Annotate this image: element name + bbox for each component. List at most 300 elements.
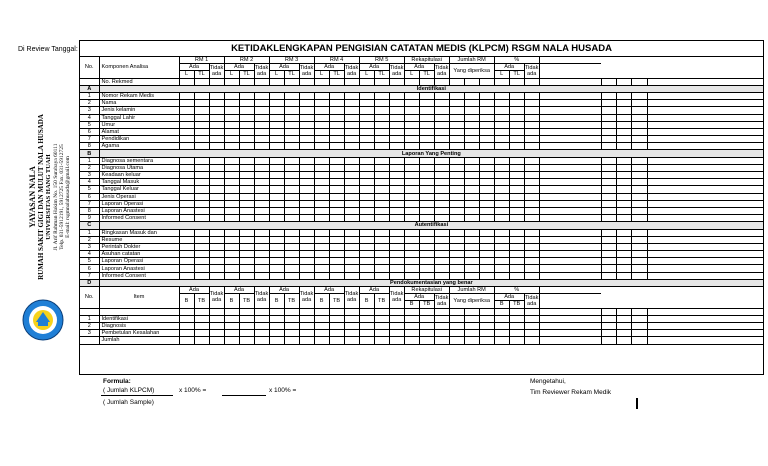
check-cell[interactable] (224, 337, 239, 344)
check-cell[interactable] (419, 107, 434, 114)
check-cell[interactable] (359, 157, 374, 164)
check-cell[interactable] (389, 265, 404, 272)
check-cell[interactable] (631, 121, 647, 128)
check-cell[interactable] (284, 258, 299, 265)
check-cell[interactable] (524, 215, 539, 222)
check-cell[interactable] (359, 100, 374, 107)
check-cell[interactable] (419, 114, 434, 121)
check-cell[interactable] (524, 207, 539, 214)
check-cell[interactable] (464, 114, 479, 121)
check-cell[interactable] (269, 172, 284, 179)
check-cell[interactable] (284, 330, 299, 337)
check-cell[interactable] (479, 243, 494, 250)
check-cell[interactable] (494, 114, 509, 121)
check-cell[interactable] (329, 272, 344, 279)
check-cell[interactable] (284, 229, 299, 236)
check-cell[interactable] (329, 179, 344, 186)
check-cell[interactable] (389, 308, 404, 315)
check-cell[interactable] (479, 78, 494, 85)
check-cell[interactable] (404, 78, 419, 85)
check-cell[interactable] (434, 128, 449, 135)
check-cell[interactable] (539, 179, 601, 186)
check-cell[interactable] (269, 229, 284, 236)
check-cell[interactable] (539, 207, 601, 214)
check-cell[interactable] (209, 92, 224, 99)
check-cell[interactable] (359, 322, 374, 329)
check-cell[interactable] (404, 243, 419, 250)
check-cell[interactable] (601, 107, 616, 114)
check-cell[interactable] (539, 272, 601, 279)
check-cell[interactable] (419, 251, 434, 258)
check-cell[interactable] (329, 265, 344, 272)
check-cell[interactable] (329, 308, 344, 315)
check-cell[interactable] (419, 272, 434, 279)
check-cell[interactable] (344, 114, 359, 121)
check-cell[interactable] (479, 136, 494, 143)
check-cell[interactable] (524, 251, 539, 258)
check-cell[interactable] (616, 308, 631, 315)
check-cell[interactable] (389, 164, 404, 171)
check-cell[interactable] (616, 229, 631, 236)
check-cell[interactable] (299, 114, 314, 121)
check-cell[interactable] (464, 308, 479, 315)
check-cell[interactable] (449, 265, 464, 272)
check-cell[interactable] (464, 164, 479, 171)
check-cell[interactable] (509, 78, 524, 85)
check-cell[interactable] (524, 200, 539, 207)
check-cell[interactable] (479, 200, 494, 207)
check-cell[interactable] (509, 243, 524, 250)
check-cell[interactable] (344, 272, 359, 279)
check-cell[interactable] (299, 186, 314, 193)
check-cell[interactable] (539, 186, 601, 193)
check-cell[interactable] (284, 78, 299, 85)
check-cell[interactable] (524, 265, 539, 272)
check-cell[interactable] (616, 322, 631, 329)
check-cell[interactable] (404, 164, 419, 171)
check-cell[interactable] (464, 186, 479, 193)
check-cell[interactable] (631, 200, 647, 207)
check-cell[interactable] (359, 136, 374, 143)
check-cell[interactable] (374, 258, 389, 265)
check-cell[interactable] (284, 157, 299, 164)
check-cell[interactable] (616, 265, 631, 272)
check-cell[interactable] (389, 179, 404, 186)
check-cell[interactable] (239, 128, 254, 135)
check-cell[interactable] (539, 114, 601, 121)
check-cell[interactable] (359, 251, 374, 258)
check-cell[interactable] (404, 265, 419, 272)
check-cell[interactable] (601, 121, 616, 128)
check-cell[interactable] (479, 172, 494, 179)
check-cell[interactable] (194, 186, 209, 193)
check-cell[interactable] (479, 157, 494, 164)
check-cell[interactable] (647, 236, 763, 243)
check-cell[interactable] (374, 157, 389, 164)
check-cell[interactable] (254, 164, 269, 171)
check-cell[interactable] (209, 265, 224, 272)
check-cell[interactable] (631, 330, 647, 337)
check-cell[interactable] (329, 243, 344, 250)
check-cell[interactable] (224, 322, 239, 329)
check-cell[interactable] (434, 258, 449, 265)
check-cell[interactable] (479, 107, 494, 114)
check-cell[interactable] (239, 143, 254, 150)
check-cell[interactable] (209, 258, 224, 265)
check-cell[interactable] (269, 136, 284, 143)
check-cell[interactable] (434, 308, 449, 315)
check-cell[interactable] (269, 207, 284, 214)
check-cell[interactable] (616, 186, 631, 193)
check-cell[interactable] (389, 337, 404, 344)
check-cell[interactable] (344, 193, 359, 200)
check-cell[interactable] (524, 114, 539, 121)
check-cell[interactable] (179, 186, 194, 193)
check-cell[interactable] (616, 157, 631, 164)
check-cell[interactable] (314, 136, 329, 143)
check-cell[interactable] (404, 136, 419, 143)
check-cell[interactable] (494, 258, 509, 265)
check-cell[interactable] (404, 157, 419, 164)
check-cell[interactable] (179, 164, 194, 171)
check-cell[interactable] (601, 193, 616, 200)
check-cell[interactable] (254, 229, 269, 236)
check-cell[interactable] (224, 128, 239, 135)
check-cell[interactable] (239, 114, 254, 121)
check-cell[interactable] (299, 315, 314, 322)
check-cell[interactable] (224, 172, 239, 179)
check-cell[interactable] (284, 92, 299, 99)
check-cell[interactable] (374, 100, 389, 107)
check-cell[interactable] (434, 107, 449, 114)
check-cell[interactable] (479, 251, 494, 258)
check-cell[interactable] (631, 207, 647, 214)
check-cell[interactable] (494, 107, 509, 114)
check-cell[interactable] (329, 330, 344, 337)
check-cell[interactable] (224, 258, 239, 265)
check-cell[interactable] (616, 315, 631, 322)
check-cell[interactable] (209, 143, 224, 150)
check-cell[interactable] (631, 215, 647, 222)
check-cell[interactable] (509, 207, 524, 214)
check-cell[interactable] (254, 258, 269, 265)
check-cell[interactable] (464, 92, 479, 99)
check-cell[interactable] (601, 258, 616, 265)
check-cell[interactable] (299, 265, 314, 272)
check-cell[interactable] (374, 107, 389, 114)
check-cell[interactable] (464, 251, 479, 258)
check-cell[interactable] (374, 186, 389, 193)
check-cell[interactable] (209, 114, 224, 121)
check-cell[interactable] (269, 143, 284, 150)
check-cell[interactable] (647, 272, 763, 279)
check-cell[interactable] (539, 330, 601, 337)
check-cell[interactable] (601, 100, 616, 107)
check-cell[interactable] (374, 121, 389, 128)
check-cell[interactable] (419, 308, 434, 315)
check-cell[interactable] (509, 136, 524, 143)
check-cell[interactable] (239, 179, 254, 186)
check-cell[interactable] (616, 128, 631, 135)
check-cell[interactable] (329, 229, 344, 236)
check-cell[interactable] (194, 229, 209, 236)
check-cell[interactable] (631, 78, 647, 85)
check-cell[interactable] (374, 179, 389, 186)
check-cell[interactable] (359, 315, 374, 322)
check-cell[interactable] (374, 78, 389, 85)
check-cell[interactable] (419, 330, 434, 337)
check-cell[interactable] (419, 143, 434, 150)
check-cell[interactable] (314, 128, 329, 135)
check-cell[interactable] (389, 114, 404, 121)
check-cell[interactable] (647, 308, 763, 315)
check-cell[interactable] (539, 265, 601, 272)
check-cell[interactable] (359, 243, 374, 250)
check-cell[interactable] (601, 207, 616, 214)
check-cell[interactable] (647, 207, 763, 214)
check-cell[interactable] (224, 265, 239, 272)
check-cell[interactable] (224, 100, 239, 107)
check-cell[interactable] (539, 243, 601, 250)
check-cell[interactable] (449, 251, 464, 258)
check-cell[interactable] (539, 128, 601, 135)
check-cell[interactable] (359, 308, 374, 315)
check-cell[interactable] (434, 229, 449, 236)
check-cell[interactable] (524, 107, 539, 114)
check-cell[interactable] (374, 172, 389, 179)
check-cell[interactable] (616, 258, 631, 265)
check-cell[interactable] (314, 186, 329, 193)
check-cell[interactable] (194, 258, 209, 265)
check-cell[interactable] (434, 207, 449, 214)
check-cell[interactable] (494, 200, 509, 207)
check-cell[interactable] (254, 251, 269, 258)
check-cell[interactable] (344, 92, 359, 99)
check-cell[interactable] (344, 330, 359, 337)
check-cell[interactable] (284, 337, 299, 344)
check-cell[interactable] (269, 186, 284, 193)
check-cell[interactable] (389, 100, 404, 107)
check-cell[interactable] (314, 179, 329, 186)
check-cell[interactable] (616, 114, 631, 121)
check-cell[interactable] (524, 308, 539, 315)
check-cell[interactable] (434, 215, 449, 222)
check-cell[interactable] (647, 114, 763, 121)
check-cell[interactable] (209, 136, 224, 143)
check-cell[interactable] (631, 186, 647, 193)
check-cell[interactable] (509, 193, 524, 200)
check-cell[interactable] (284, 172, 299, 179)
check-cell[interactable] (647, 229, 763, 236)
check-cell[interactable] (179, 100, 194, 107)
check-cell[interactable] (314, 164, 329, 171)
check-cell[interactable] (601, 143, 616, 150)
check-cell[interactable] (209, 193, 224, 200)
check-cell[interactable] (254, 322, 269, 329)
check-cell[interactable] (509, 200, 524, 207)
check-cell[interactable] (194, 215, 209, 222)
check-cell[interactable] (284, 265, 299, 272)
check-cell[interactable] (359, 143, 374, 150)
check-cell[interactable] (404, 251, 419, 258)
check-cell[interactable] (209, 100, 224, 107)
check-cell[interactable] (647, 186, 763, 193)
check-cell[interactable] (254, 315, 269, 322)
check-cell[interactable] (616, 92, 631, 99)
check-cell[interactable] (209, 330, 224, 337)
check-cell[interactable] (374, 136, 389, 143)
check-cell[interactable] (299, 258, 314, 265)
check-cell[interactable] (419, 215, 434, 222)
check-cell[interactable] (389, 207, 404, 214)
check-cell[interactable] (284, 272, 299, 279)
check-cell[interactable] (284, 315, 299, 322)
check-cell[interactable] (631, 337, 647, 344)
check-cell[interactable] (524, 157, 539, 164)
check-cell[interactable] (509, 157, 524, 164)
check-cell[interactable] (647, 128, 763, 135)
check-cell[interactable] (494, 330, 509, 337)
check-cell[interactable] (434, 114, 449, 121)
check-cell[interactable] (434, 100, 449, 107)
check-cell[interactable] (314, 229, 329, 236)
check-cell[interactable] (479, 128, 494, 135)
check-cell[interactable] (464, 258, 479, 265)
check-cell[interactable] (269, 337, 284, 344)
check-cell[interactable] (464, 200, 479, 207)
check-cell[interactable] (539, 143, 601, 150)
check-cell[interactable] (344, 136, 359, 143)
check-cell[interactable] (299, 164, 314, 171)
check-cell[interactable] (524, 243, 539, 250)
check-cell[interactable] (344, 100, 359, 107)
check-cell[interactable] (631, 136, 647, 143)
check-cell[interactable] (269, 200, 284, 207)
check-cell[interactable] (464, 330, 479, 337)
check-cell[interactable] (524, 337, 539, 344)
check-cell[interactable] (479, 258, 494, 265)
check-cell[interactable] (374, 193, 389, 200)
check-cell[interactable] (419, 100, 434, 107)
check-cell[interactable] (284, 100, 299, 107)
check-cell[interactable] (479, 229, 494, 236)
check-cell[interactable] (224, 243, 239, 250)
check-cell[interactable] (194, 330, 209, 337)
check-cell[interactable] (209, 308, 224, 315)
check-cell[interactable] (314, 265, 329, 272)
check-cell[interactable] (314, 272, 329, 279)
check-cell[interactable] (389, 200, 404, 207)
check-cell[interactable] (299, 172, 314, 179)
check-cell[interactable] (299, 128, 314, 135)
check-cell[interactable] (329, 258, 344, 265)
check-cell[interactable] (179, 179, 194, 186)
check-cell[interactable] (209, 229, 224, 236)
check-cell[interactable] (344, 157, 359, 164)
check-cell[interactable] (419, 229, 434, 236)
check-cell[interactable] (524, 121, 539, 128)
check-cell[interactable] (449, 308, 464, 315)
check-cell[interactable] (209, 337, 224, 344)
check-cell[interactable] (616, 179, 631, 186)
check-cell[interactable] (179, 236, 194, 243)
check-cell[interactable] (404, 172, 419, 179)
check-cell[interactable] (194, 193, 209, 200)
check-cell[interactable] (464, 322, 479, 329)
check-cell[interactable] (449, 322, 464, 329)
check-cell[interactable] (344, 143, 359, 150)
check-cell[interactable] (479, 121, 494, 128)
check-cell[interactable] (524, 322, 539, 329)
check-cell[interactable] (464, 207, 479, 214)
check-cell[interactable] (284, 136, 299, 143)
check-cell[interactable] (434, 322, 449, 329)
check-cell[interactable] (254, 207, 269, 214)
check-cell[interactable] (494, 186, 509, 193)
check-cell[interactable] (389, 92, 404, 99)
check-cell[interactable] (389, 272, 404, 279)
check-cell[interactable] (209, 186, 224, 193)
check-cell[interactable] (616, 200, 631, 207)
check-cell[interactable] (647, 78, 763, 85)
check-cell[interactable] (359, 215, 374, 222)
check-cell[interactable] (179, 121, 194, 128)
check-cell[interactable] (434, 186, 449, 193)
check-cell[interactable] (404, 143, 419, 150)
check-cell[interactable] (359, 193, 374, 200)
check-cell[interactable] (254, 136, 269, 143)
check-cell[interactable] (359, 179, 374, 186)
check-cell[interactable] (449, 337, 464, 344)
check-cell[interactable] (359, 78, 374, 85)
check-cell[interactable] (464, 229, 479, 236)
check-cell[interactable] (329, 186, 344, 193)
check-cell[interactable] (269, 243, 284, 250)
check-cell[interactable] (509, 322, 524, 329)
check-cell[interactable] (254, 92, 269, 99)
check-cell[interactable] (419, 322, 434, 329)
check-cell[interactable] (494, 207, 509, 214)
check-cell[interactable] (647, 200, 763, 207)
check-cell[interactable] (179, 157, 194, 164)
check-cell[interactable] (389, 143, 404, 150)
check-cell[interactable] (509, 121, 524, 128)
check-cell[interactable] (194, 251, 209, 258)
check-cell[interactable] (616, 172, 631, 179)
check-cell[interactable] (601, 243, 616, 250)
check-cell[interactable] (179, 243, 194, 250)
check-cell[interactable] (344, 251, 359, 258)
check-cell[interactable] (284, 207, 299, 214)
check-cell[interactable] (389, 330, 404, 337)
check-cell[interactable] (601, 136, 616, 143)
check-cell[interactable] (479, 330, 494, 337)
check-cell[interactable] (509, 265, 524, 272)
check-cell[interactable] (449, 315, 464, 322)
check-cell[interactable] (434, 251, 449, 258)
check-cell[interactable] (374, 330, 389, 337)
check-cell[interactable] (269, 92, 284, 99)
check-cell[interactable] (524, 78, 539, 85)
check-cell[interactable] (314, 157, 329, 164)
check-cell[interactable] (404, 258, 419, 265)
check-cell[interactable] (494, 172, 509, 179)
check-cell[interactable] (464, 215, 479, 222)
check-cell[interactable] (494, 121, 509, 128)
check-cell[interactable] (194, 107, 209, 114)
check-cell[interactable] (194, 315, 209, 322)
check-cell[interactable] (389, 157, 404, 164)
